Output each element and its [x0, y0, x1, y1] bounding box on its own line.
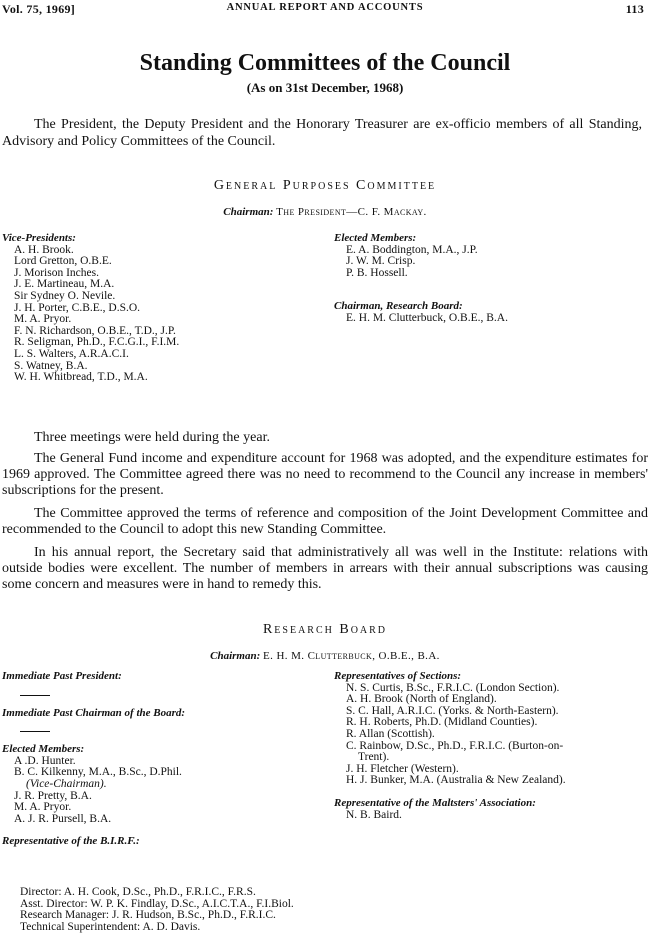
list-item: Research Manager: J. R. Hudson, B.Sc., Ph.D., F.R.I.C. [20, 909, 276, 922]
sections-label: Representatives of Sections: [334, 670, 462, 682]
list-item: A .D. Hunter. [14, 754, 76, 767]
list-item: R. Seligman, Ph.D., F.C.G.I., F.I.M. [14, 336, 180, 349]
rb-chairman-name: E. H. M. Clutterbuck, O.B.E., B.A. [263, 650, 440, 662]
gp-paragraph: In his annual report, the Secretary said that administratively all was well in the Institute: relations with outside bodies were excellent. The number of members in arrears with their annual subscriptions was causing some concern and measures were in hand to remedy this. [2, 545, 648, 592]
gp-paragraph: The Committee approved the terms of reference and composition of the Joint Development Committee and recommended to the Council to adopt this new Standing Committee. [2, 506, 648, 537]
list-item: R. H. Roberts, Ph.D. (Midland Counties). [346, 716, 538, 729]
intro-paragraph: The President, the Deputy President and the Honorary Treasurer are ex-officio members of all Standing, Advisory and Policy Committees of the Council. [2, 117, 642, 149]
list-item: J. Morison Inches. [14, 266, 99, 279]
rb-heading: Research Board [262, 622, 388, 637]
past-chairman-label: Immediate Past Chairman of the Board: [2, 706, 186, 719]
research-chair-label: Chairman, Research Board: [334, 300, 463, 313]
list-item: Lord Gretton, O.B.E. [14, 255, 112, 268]
birf-list [20, 887, 294, 933]
list-item: Director: A. H. Cook, D.Sc., Ph.D., F.R.I.C., F.R.S. [20, 886, 256, 898]
gp-chairman-name: The President—C. F. Mackay. [276, 206, 427, 218]
list-item: A. H. Brook. [14, 243, 74, 256]
list-item: S. C. Hall, A.R.I.C. (Yorks. & North-Eastern). [346, 704, 559, 717]
gp-left-column [2, 233, 322, 384]
page-subtitle: (As on 31st December, 1968) [246, 80, 404, 95]
list-item: M. A. Pryor. [14, 313, 72, 326]
rb-elected-label: Elected Members: [2, 743, 85, 756]
gp-chairman [0, 206, 650, 218]
birf-label: Representative of the B.I.R.F.: [2, 835, 140, 848]
list-item: J. R. Pretty, B.A. [14, 789, 92, 802]
list-item: B. C. Kilkenny, M.A., B.Sc., D.Phil. [14, 766, 182, 779]
list-item: N. B. Baird. [346, 808, 402, 821]
list-item: R. Allan (Scottish). [346, 727, 435, 740]
page-title: Standing Committees of the Council [139, 50, 511, 76]
list-item: W. H. Whitbread, T.D., M.A. [14, 371, 148, 384]
rb-chairman [0, 650, 650, 662]
list-item: Technical Superintendent: A. D. Davis. [20, 920, 201, 933]
list-item: N. S. Curtis, B.Sc., F.R.I.C. (London Section). [346, 681, 560, 694]
list-item: E. H. M. Clutterbuck, O.B.E., B.A. [346, 311, 508, 324]
maltsters-label: Representative of the Maltsters' Association: [334, 796, 536, 809]
volume-label: Vol. 75, 1969] [2, 2, 76, 16]
past-president-label: Immediate Past President: [2, 670, 122, 682]
page-number: 113 [625, 2, 644, 16]
list-item: F. N. Richardson, O.B.E., T.D., J.P. [14, 324, 176, 337]
list-item: J. H. Fletcher (Western). [346, 762, 459, 775]
rb-right-column [334, 671, 648, 821]
list-item: P. B. Hossell. [346, 266, 408, 279]
list-item: J. E. Martineau, M.A. [14, 278, 115, 291]
list-item: A. H. Brook (North of England). [346, 693, 497, 706]
list-item: A. J. R. Pursell, B.A. [14, 812, 112, 825]
running-title: ANNUAL REPORT AND ACCOUNTS [226, 2, 424, 13]
list-item: (Vice-Chairman). [26, 777, 107, 790]
list-item: J. W. M. Crisp. [346, 255, 416, 268]
gp-heading: General Purposes Committee [213, 178, 437, 193]
list-item: M. A. Pryor. [14, 801, 72, 814]
list-item: Asst. Director: W. P. K. Findlay, D.Sc., A.I.C.T.A., F.I.Biol. [20, 897, 294, 910]
gp-chairman-label: Chairman: [223, 206, 274, 218]
list-item: S. Watney, B.A. [14, 359, 88, 372]
list-item: J. H. Porter, C.B.E., D.S.O. [14, 301, 141, 314]
gp-right-column [334, 233, 644, 325]
running-head [0, 2, 650, 20]
list-item: H. J. Bunker, M.A. (Australia & New Zealand). [346, 774, 566, 787]
rb-left-column [2, 671, 322, 848]
rb-chairman-label: Chairman: [210, 650, 261, 662]
list-item: L. S. Walters, A.R.A.C.I. [14, 347, 129, 360]
list-item: E. A. Boddington, M.A., J.P. [346, 243, 478, 256]
elected-members-label: Elected Members: [334, 232, 417, 244]
list-item: Sir Sydney O. Nevile. [14, 289, 116, 302]
vice-presidents-label: Vice-Presidents: [2, 232, 76, 244]
gp-paragraph: The General Fund income and expenditure account for 1968 was adopted, and the expenditure estimates for 1969 approved. The Committee agreed there was no need to recommend to the Council any increase in members' subscriptions for the present. [2, 451, 648, 498]
gp-paragraph: Three meetings were held during the year. [34, 430, 270, 445]
list-item: Trent). [358, 751, 390, 764]
list-item: C. Rainbow, D.Sc., Ph.D., F.R.I.C. (Burton-on- [346, 739, 564, 752]
